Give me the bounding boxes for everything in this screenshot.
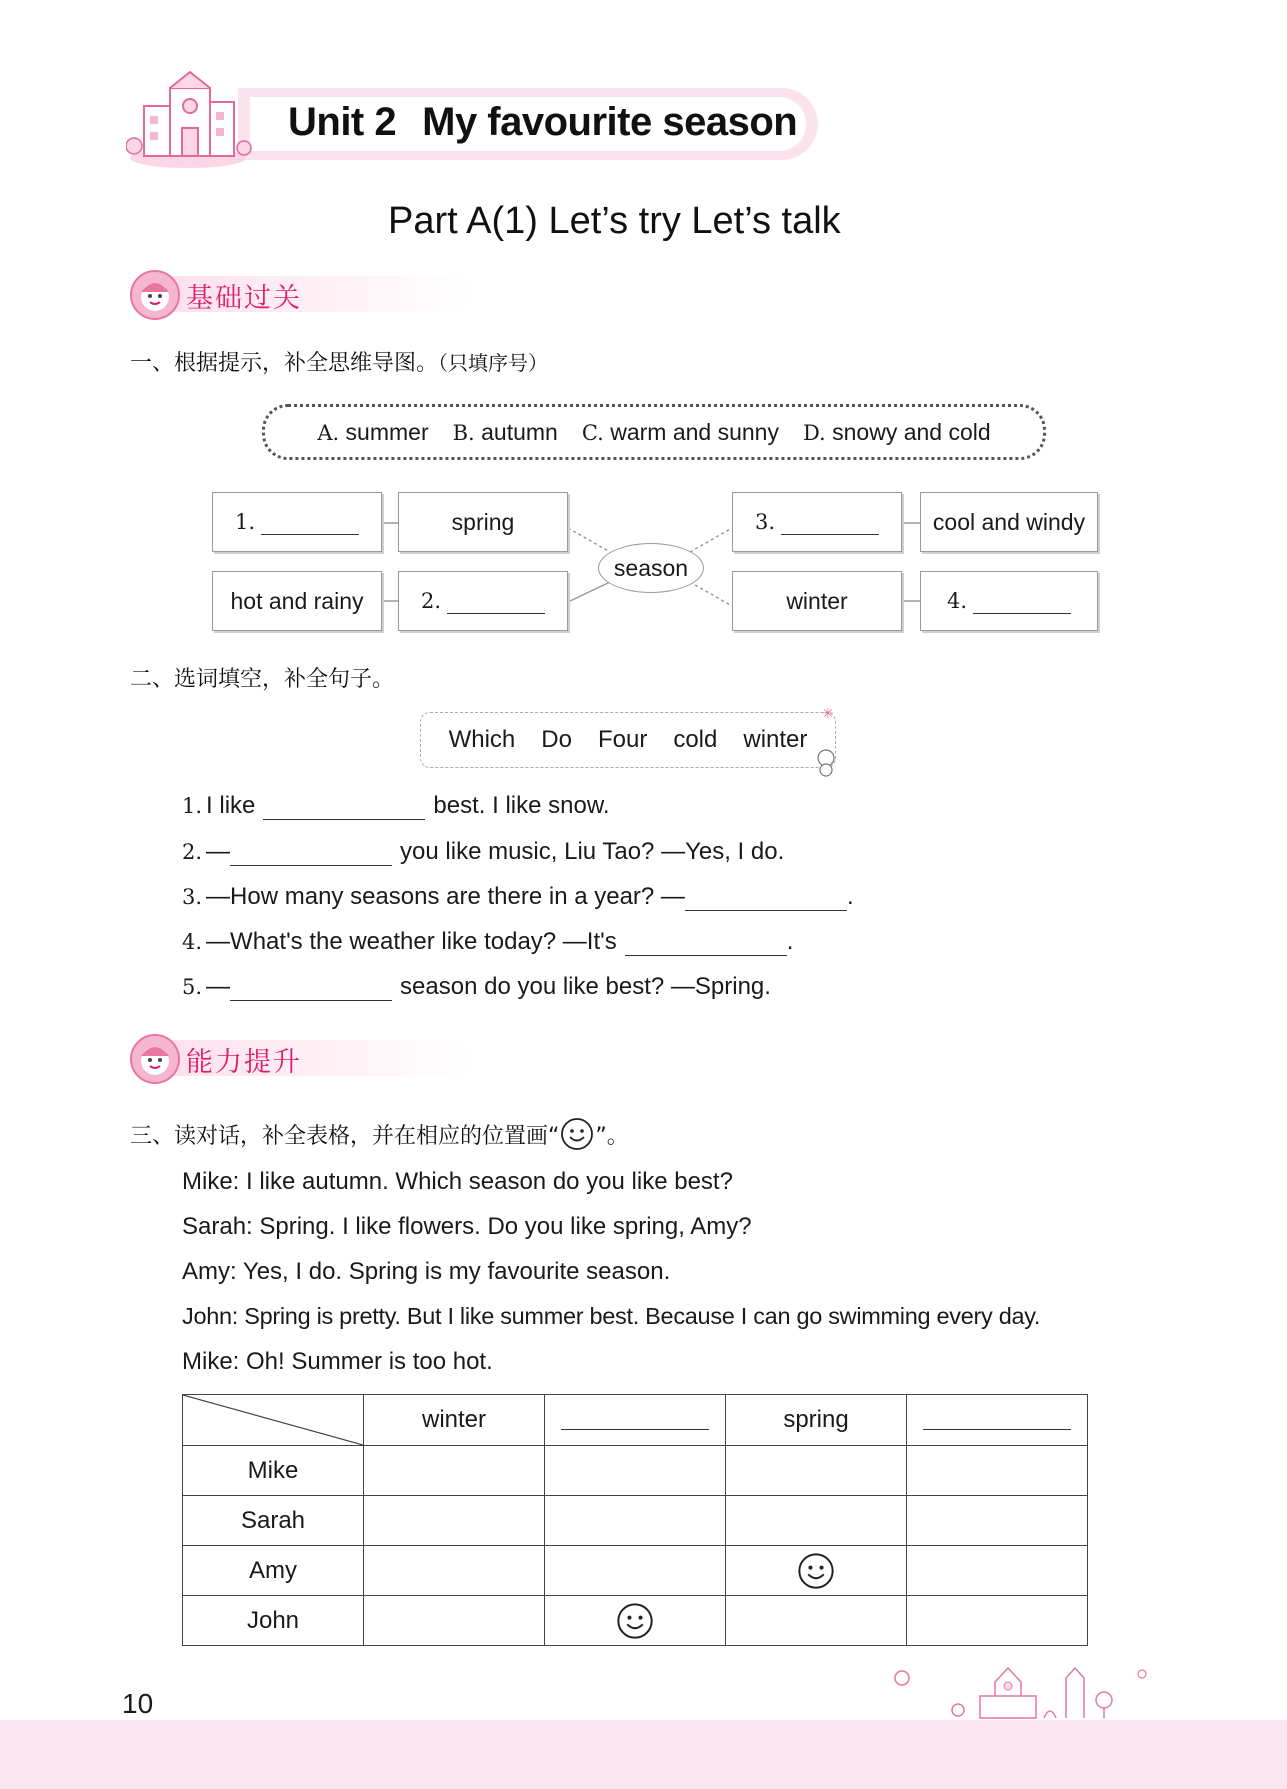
sentence-1-after: best. I like snow. <box>433 792 610 819</box>
sentence-3-after: . <box>846 883 854 910</box>
option-c-letter: C. <box>581 420 604 445</box>
map-center-season: season <box>598 543 704 593</box>
sentence-3 <box>182 883 854 911</box>
sentence-3-blank[interactable] <box>685 886 847 911</box>
sentence-4-before: —What's the weather like today? —It's <box>206 928 617 955</box>
word-do: Do <box>541 726 572 753</box>
table-header-row <box>183 1395 1088 1446</box>
unit-name: My favourite season <box>422 100 798 144</box>
map-box-3-num: 3. <box>754 510 776 534</box>
map-box-winter: winter <box>732 571 902 631</box>
unit-label: Unit 2 <box>288 100 397 144</box>
table-header-blank-1[interactable] <box>545 1395 726 1446</box>
table-cell[interactable] <box>726 1596 907 1646</box>
diagonal-line-icon <box>183 1395 363 1445</box>
table-cell[interactable] <box>545 1496 726 1546</box>
word-winter: winter <box>743 726 808 753</box>
dialog-line: Amy: Yes, I do. Spring is my favourite season. <box>182 1258 671 1285</box>
table-corner-cell <box>183 1395 364 1446</box>
svg-text:✳: ✳ <box>822 706 834 722</box>
sentence-1-before: I like <box>206 792 256 819</box>
table-header-winter: winter <box>364 1395 545 1446</box>
map-box-hot-rainy: hot and rainy <box>212 571 382 631</box>
section-label: 能力提升 <box>186 1047 302 1078</box>
option-a-letter: A. <box>317 420 340 445</box>
sentence-4-after: . <box>786 928 794 955</box>
map-box-1-blank[interactable] <box>261 510 359 535</box>
dialog-line: Mike: I like autumn. Which season do you like best? <box>182 1168 733 1195</box>
sentence-2 <box>182 838 784 866</box>
part-title: Part A(1) Let’s try Let’s talk <box>388 200 841 242</box>
sentence-2-before: — <box>206 838 231 865</box>
smiley-icon <box>615 1601 655 1641</box>
table-row <box>183 1446 1088 1496</box>
sentence-1 <box>182 792 610 820</box>
map-box-2[interactable] <box>398 571 568 631</box>
town-illustration-icon <box>880 1648 1170 1724</box>
dialog-line: Sarah: Spring. I like flowers. Do you like spring, Amy? <box>182 1213 752 1240</box>
map-box-4-blank[interactable] <box>973 589 1071 614</box>
map-box-1[interactable] <box>212 492 382 552</box>
sentence-1-num: 1. <box>182 794 203 818</box>
table-cell[interactable] <box>545 1596 726 1646</box>
table-header-spring: spring <box>726 1395 907 1446</box>
q3-title-after: ”。 <box>595 1123 629 1149</box>
season-table <box>182 1394 1088 1646</box>
table-header-blank-line[interactable] <box>561 1403 709 1430</box>
sentence-2-num: 2. <box>182 840 203 864</box>
map-box-2-num: 2. <box>420 589 442 613</box>
q3-title-before: 三、读对话，补全表格，并在相应的位置画“ <box>130 1123 560 1149</box>
sentence-4-num: 4. <box>182 930 203 954</box>
map-box-4-num: 4. <box>946 589 968 613</box>
map-box-cool-windy: cool and windy <box>920 492 1098 552</box>
table-row-name: Mike <box>183 1446 364 1496</box>
dialog-line: Mike: Oh! Summer is too hot. <box>182 1348 493 1375</box>
sentence-5-num: 5. <box>182 975 203 999</box>
table-cell[interactable] <box>726 1496 907 1546</box>
table-cell[interactable] <box>545 1446 726 1496</box>
footer-band <box>0 1720 1287 1789</box>
table-cell[interactable] <box>907 1446 1088 1496</box>
sentence-5-before: — <box>206 973 231 1000</box>
map-box-3-blank[interactable] <box>781 510 879 535</box>
q1-note: （只填序号） <box>438 351 549 375</box>
map-box-2-blank[interactable] <box>447 589 545 614</box>
section-header-advanced <box>130 1034 480 1082</box>
section-label: 基础过关 <box>186 283 302 314</box>
dialog-line: John: Spring is pretty. But I like summer best. Because I can go swimming every day. <box>182 1303 1041 1329</box>
sentence-2-blank[interactable] <box>230 841 392 866</box>
sentence-5 <box>182 973 771 1001</box>
map-box-1-num: 1. <box>234 510 256 534</box>
table-cell[interactable] <box>364 1446 545 1496</box>
snowman-icon <box>812 704 842 778</box>
table-row-name: Amy <box>183 1546 364 1596</box>
table-cell[interactable] <box>907 1546 1088 1596</box>
table-row <box>183 1596 1088 1646</box>
q3-title <box>130 1116 629 1152</box>
sentence-4-blank[interactable] <box>625 931 787 956</box>
sentence-3-num: 3. <box>182 885 203 909</box>
word-cold: cold <box>673 726 718 753</box>
table-cell[interactable] <box>364 1596 545 1646</box>
sentence-3-before: —How many seasons are there in a year? — <box>206 883 685 910</box>
map-box-3[interactable] <box>732 492 902 552</box>
sentence-1-blank[interactable] <box>263 795 425 820</box>
table-cell[interactable] <box>726 1446 907 1496</box>
option-b-text: autumn <box>481 418 558 445</box>
option-d-text: snowy and cold <box>832 418 991 445</box>
option-a-text: summer <box>345 418 429 445</box>
table-cell[interactable] <box>907 1596 1088 1646</box>
option-b-letter: B. <box>452 420 475 445</box>
q1-title-text: 一、根据提示，补全思维导图。 <box>130 351 439 376</box>
word-four: Four <box>597 726 648 753</box>
sentence-5-after: season do you like best? —Spring. <box>400 973 771 1000</box>
page-number: 10 <box>122 1688 154 1719</box>
smiley-icon <box>796 1551 836 1591</box>
girl-face-icon <box>130 1034 180 1084</box>
option-c-text: warm and sunny <box>610 418 779 445</box>
table-cell[interactable] <box>726 1546 907 1596</box>
table-cell[interactable] <box>364 1496 545 1546</box>
smiley-icon <box>559 1116 595 1152</box>
q2-title: 二、选词填空，补全句子。 <box>130 667 395 692</box>
sentence-4 <box>182 928 793 956</box>
table-row <box>183 1546 1088 1596</box>
table-cell[interactable] <box>907 1496 1088 1546</box>
table-header-blank-line[interactable] <box>923 1403 1071 1430</box>
table-cell[interactable] <box>545 1546 726 1596</box>
option-d-letter: D. <box>802 420 826 445</box>
table-row <box>183 1496 1088 1546</box>
map-box-spring: spring <box>398 492 568 552</box>
table-cell[interactable] <box>364 1546 545 1596</box>
table-header-blank-2[interactable] <box>907 1395 1088 1446</box>
table-row-name: John <box>183 1596 364 1646</box>
sentence-2-after: you like music, Liu Tao? —Yes, I do. <box>400 838 785 865</box>
sentence-5-blank[interactable] <box>230 976 392 1001</box>
word-bank <box>420 712 836 768</box>
table-row-name: Sarah <box>183 1496 364 1546</box>
word-which: Which <box>448 726 516 753</box>
map-box-4[interactable] <box>920 571 1098 631</box>
